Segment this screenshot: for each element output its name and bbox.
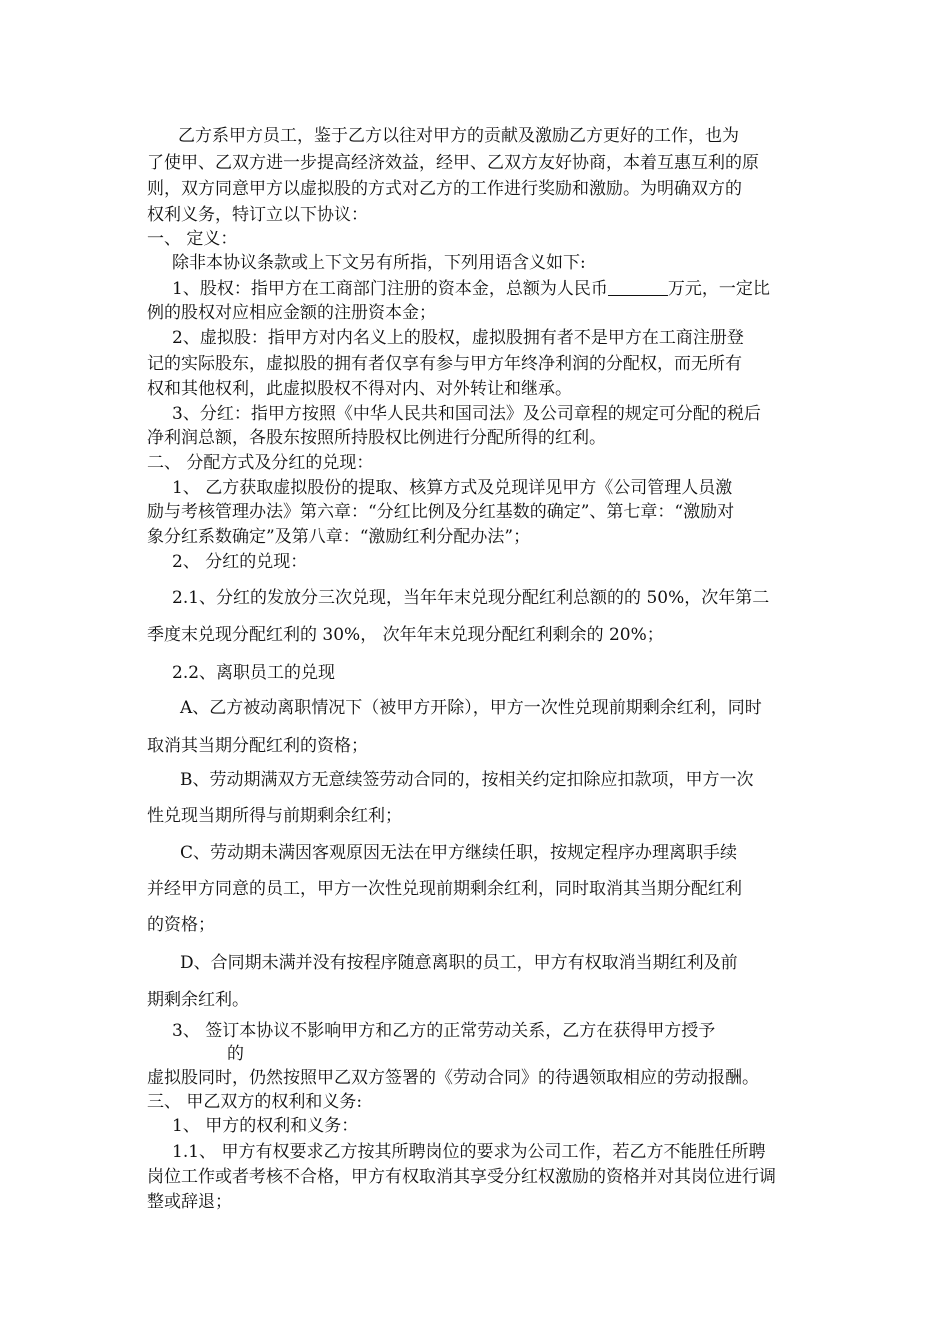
intro-line: 乙方系甲方员工，鉴于乙方以往对甲方的贡献及激励乙方更好的工作，也为 <box>178 126 739 146</box>
amount-blank <box>608 277 668 296</box>
item-b: B、劳动期满双方无意续签劳动合同的，按相关约定扣除应扣款项，甲方一次 <box>180 770 754 790</box>
clause-3-1-1-cont: 岗位工作或者考核不合格，甲方有权取消其享受分红权激励的资格并对其岗位进行调 <box>147 1167 776 1187</box>
clause-2-2: 2、 分红的兑现： <box>172 552 308 572</box>
clause-2-1: 1、 乙方获取虚拟股份的提取、核算方式及兑现详见甲方《公司管理人员激 <box>172 478 733 498</box>
clause-2-1-cont: 象分红系数确定”及第八章：“激励红利分配办法”； <box>147 527 531 547</box>
item-c-cont: 并经甲方同意的员工，甲方一次性兑现前期剩余红利，同时取消其当期分配红利 <box>147 879 742 899</box>
item-a-cont: 取消其当期分配红利的资格； <box>147 736 368 756</box>
clause-2-3: 3、 签订本协议不影响甲方和乙方的正常劳动关系，乙方在获得甲方授予 <box>172 1021 716 1041</box>
clause-2-2-2: 2.2、离职员工的兑现 <box>172 663 336 683</box>
clause-2-3-cont: 虚拟股同时，仍然按照甲乙双方签署的《劳动合同》的待遇领取相应的劳动报酬。 <box>147 1068 759 1088</box>
definition-virtual-share: 2、虚拟股：指甲方对内名义上的股权，虚拟股拥有者不是甲方在工商注册登 <box>172 328 744 348</box>
equity-text-b: 万元，一定比 <box>667 279 770 299</box>
item-a: A、乙方被动离职情况下（被甲方开除），甲方一次性兑现前期剩余红利，同时 <box>180 698 762 718</box>
section-1-heading: 一、 定义： <box>147 229 238 249</box>
intro-line: 权利义务，特订立以下协议： <box>147 205 368 225</box>
definitions-lead: 除非本协议条款或上下文另有所指，下列用语含义如下: <box>172 253 586 273</box>
clause-2-3-wrap: 的 <box>227 1044 244 1064</box>
definition-virtual-share-cont: 记的实际股东，虚拟股的拥有者仅享有参与甲方年终净利润的分配权，而无所有 <box>147 354 742 374</box>
section-2-heading: 二、 分配方式及分红的兑现： <box>147 453 374 473</box>
clause-3-1: 1、 甲方的权利和义务： <box>172 1116 359 1136</box>
definition-equity <box>172 276 770 302</box>
clause-2-2-1-cont: 季度末兑现分配红利的 30%， 次年年末兑现分配红利剩余的 20%； <box>147 625 664 645</box>
clause-2-1-cont: 励与考核管理办法》第六章：“分红比例及分红基数的确定”、第七章：“激励对 <box>147 502 735 522</box>
item-c: C、劳动期未满因客观原因无法在甲方继续任职，按规定程序办理离职手续 <box>180 843 738 863</box>
item-d-cont: 期剩余红利。 <box>147 990 249 1010</box>
clause-2-2-1: 2.1、分红的发放分三次兑现，当年年末兑现分配红利总额的的 50%，次年第二 <box>172 588 770 608</box>
intro-line: 则，双方同意甲方以虚拟股的方式对乙方的工作进行奖励和激励。为明确双方的 <box>147 179 742 199</box>
clause-3-1-1-cont: 整或辞退； <box>147 1192 232 1212</box>
section-3-heading: 三、 甲乙双方的权利和义务: <box>147 1092 363 1112</box>
item-b-cont: 性兑现当期所得与前期剩余红利； <box>147 806 402 826</box>
definition-dividend: 3、分红：指甲方按照《中华人民共和国司法》及公司章程的规定可分配的税后 <box>172 404 761 424</box>
definition-virtual-share-cont: 权和其他权利，此虚拟股权不得对内、对外转让和继承。 <box>147 379 572 399</box>
definition-equity-cont: 例的股权对应相应金额的注册资本金； <box>147 303 436 323</box>
item-c-cont: 的资格； <box>147 915 215 935</box>
equity-text-a: 1、股权：指甲方在工商部门注册的资本金，总额为人民币 <box>172 279 608 299</box>
clause-3-1-1: 1.1、 甲方有权要求乙方按其所聘岗位的要求为公司工作，若乙方不能胜任所聘 <box>172 1142 766 1162</box>
definition-dividend-cont: 净利润总额，各股东按照所持股权比例进行分配所得的红利。 <box>147 428 606 448</box>
item-d: D、合同期未满并没有按程序随意离职的员工，甲方有权取消当期红利及前 <box>180 953 738 973</box>
intro-line: 了使甲、乙双方进一步提高经济效益，经甲、乙双方友好协商，本着互惠互利的原 <box>147 153 759 173</box>
